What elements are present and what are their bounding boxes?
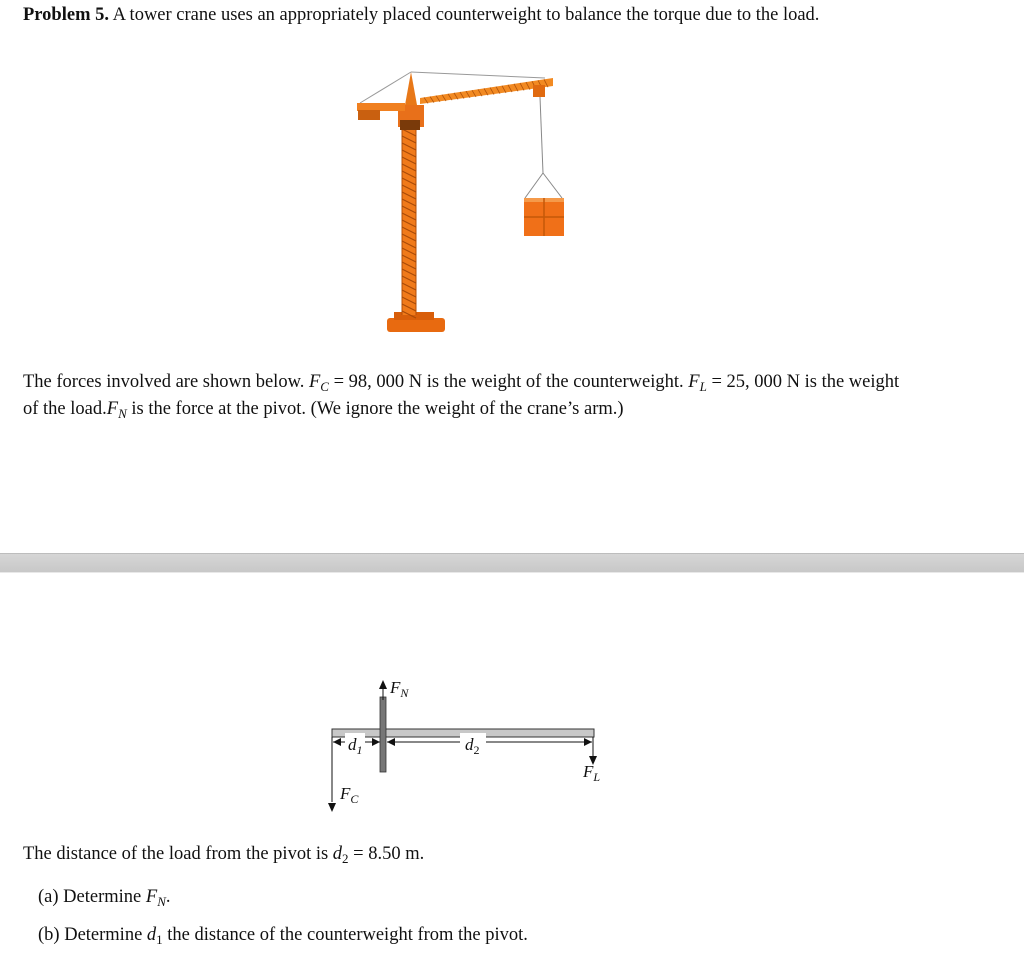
fn-arrowhead	[379, 680, 387, 689]
d2-symbol: d	[332, 844, 343, 864]
force-diagram	[328, 678, 600, 812]
question-a-label: (a)	[38, 887, 59, 907]
d2-arrow-right	[584, 738, 592, 746]
fc-symbol: F	[308, 372, 321, 392]
page-separator	[0, 553, 1024, 573]
d1-arrow-right	[372, 738, 380, 746]
d2-arrow-left	[387, 738, 395, 746]
fc-label: $F_C$	[340, 784, 359, 806]
d2-label: $d_2$	[465, 735, 480, 757]
problem-label: Problem 5.	[23, 5, 109, 25]
fc-arrowhead	[328, 803, 336, 812]
forces-paragraph: The forces involved are shown below. $F_C = 98$, 000 N is the weight of the counterweight. $F_L = 25$, 000 N is the weight of the $load.F_N$ is the force at the pivot. (We ignore the weight of the crane’s arm.)	[23, 372, 900, 421]
fn-symbol: F	[106, 399, 119, 419]
fl-symbol: F	[688, 372, 700, 392]
question-b: (b) Determine $d_1$ the distance of the counterweight from the pivot.	[38, 925, 528, 947]
question-b-label: (b)	[38, 925, 60, 945]
question-a: (a) Determine $F_N$.	[38, 887, 171, 909]
fn-label: $F_N$	[390, 678, 409, 700]
d1-label: $d_1$	[348, 735, 363, 757]
pivot-post	[380, 697, 386, 772]
distance-paragraph: The distance of the load from the pivot is $d_2 = 8.50$ m.	[23, 844, 425, 866]
problem-text: A tower crane uses an appropriately placed counterweight to balance the torque due to the load.	[108, 5, 820, 25]
d1-arrow-left	[333, 738, 341, 746]
tower-crane-image	[357, 72, 564, 332]
fl-label: $F_L$	[583, 762, 601, 784]
